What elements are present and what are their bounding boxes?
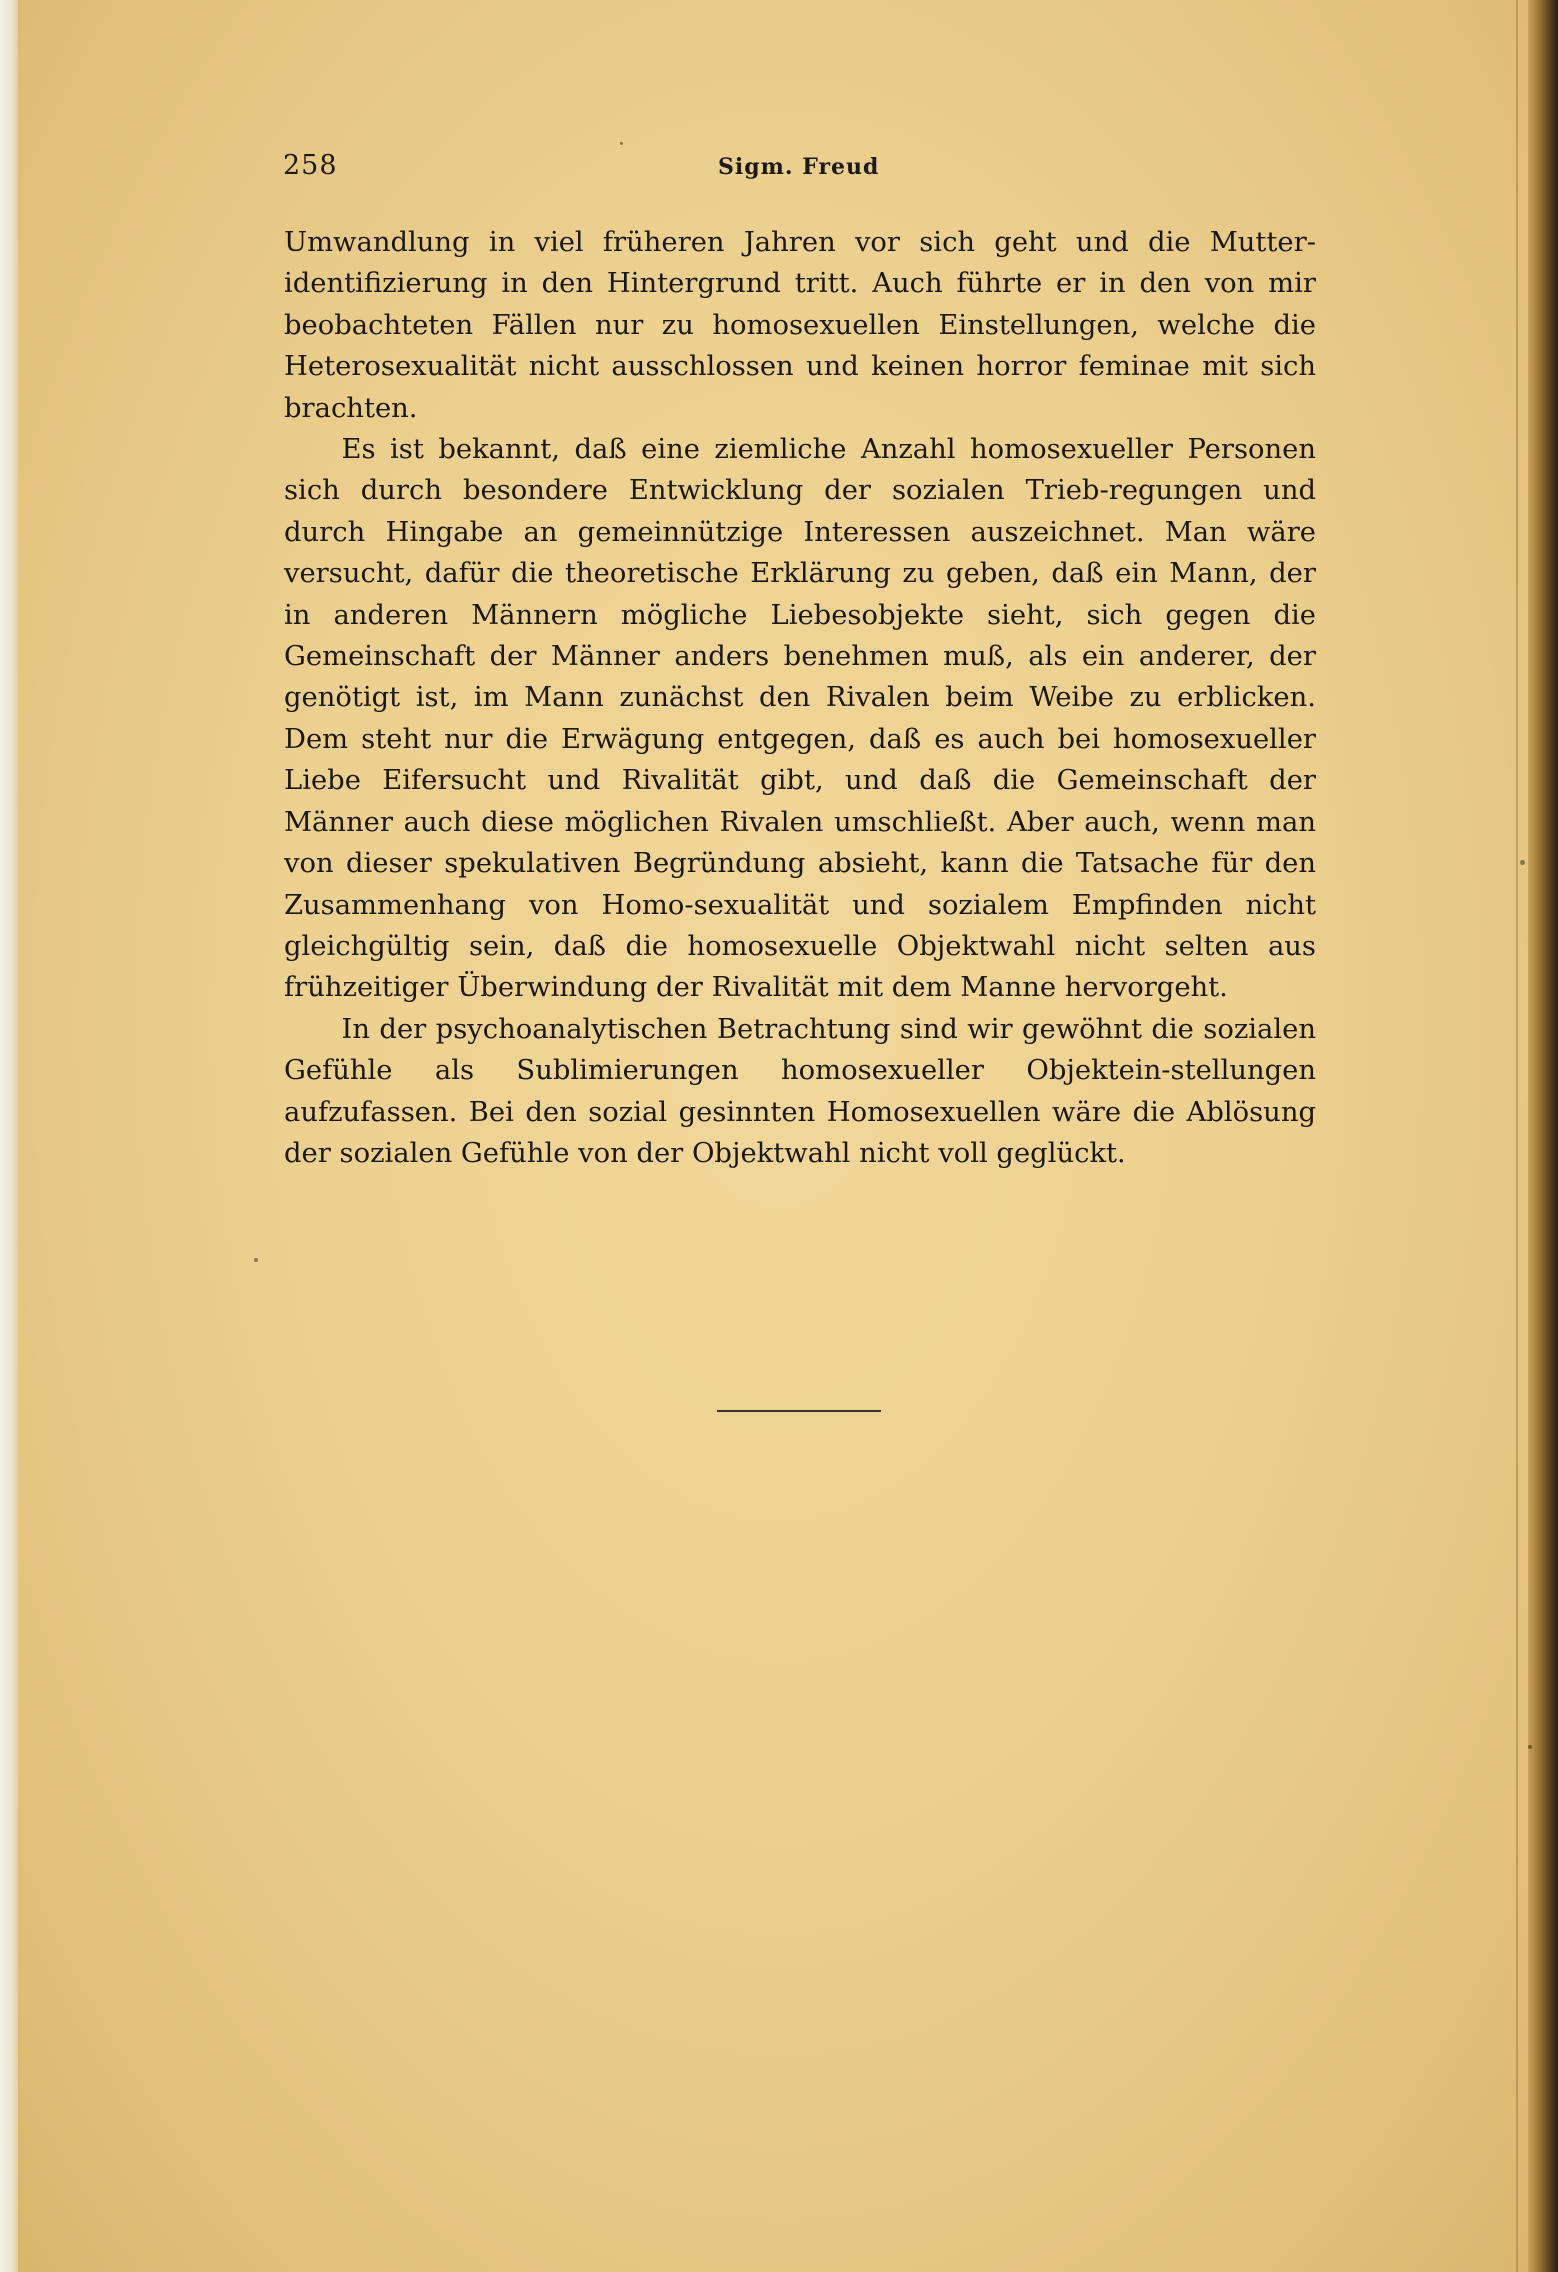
paragraph: In der psychoanalytischen Betrachtung sind wir gewöhnt die sozialen Gefühle als Sublimierungen homosexueller Objektein-stellungen aufzufassen. Bei den sozial gesinnten Homosexuellen wäre die Ablösung der sozialen Gefühle von der Objektwahl nicht voll geglückt. xyxy=(284,1013,1316,1169)
paragraph: Es ist bekannt, daß eine ziemliche Anzahl homosexueller Personen sich durch besondere Entwicklung der sozialen Trieb-regungen und durch Hingabe an gemeinnützige Interessen auszeichnet. Man wäre versucht, dafür die theoretische Erklärung zu geben, daß ein Mann, der in anderen Männern mögliche Liebesobjekte sieht, sich gegen die Gemeinschaft der Männer anders benehmen muß, als ein anderer, der genötigt ist, im Mann zunächst den Rivalen beim Weibe zu erblicken. Dem steht nur die Erwägung entgegen, daß es auch bei homosexueller Liebe Eifersucht und Rivalität gibt, und daß die Gemeinschaft der Männer auch diese möglichen Rivalen umschließt. Aber auch, wenn man von dieser spekulativen Begründung absieht, kann die Tatsache für den Zusammenhang von Homo-sexualität und sozialem Empfinden nicht gleichgültig sein, daß die homosexuelle Objektwahl nicht selten aus frühzeitiger Überwindung der Rivalität mit dem Manne hervorgeht. xyxy=(284,434,1316,1004)
paper-speck xyxy=(620,142,623,145)
running-head: Sigm. Freud xyxy=(718,154,880,180)
paragraph: Umwandlung in viel früheren Jahren vor sich geht und die Mutter-identifizierung in den Hintergrund tritt. Auch führte er in den von mir beobachteten Fällen nur zu homosexuellen Einstellungen, welche die Heterosexualität nicht ausschlossen und keinen horror feminae mit sich brachten. xyxy=(284,227,1316,424)
paper-speck xyxy=(1520,860,1525,865)
paper-speck xyxy=(254,1258,258,1262)
paper-speck xyxy=(1528,1745,1532,1749)
body-text xyxy=(284,222,1316,1174)
page-header xyxy=(283,150,1323,190)
section-end-rule xyxy=(717,1410,881,1412)
book-binding-edge xyxy=(1528,0,1558,2272)
binding-shadow-line xyxy=(1516,0,1518,2272)
scanner-left-edge xyxy=(0,0,18,2272)
page-number: 258 xyxy=(283,150,338,181)
